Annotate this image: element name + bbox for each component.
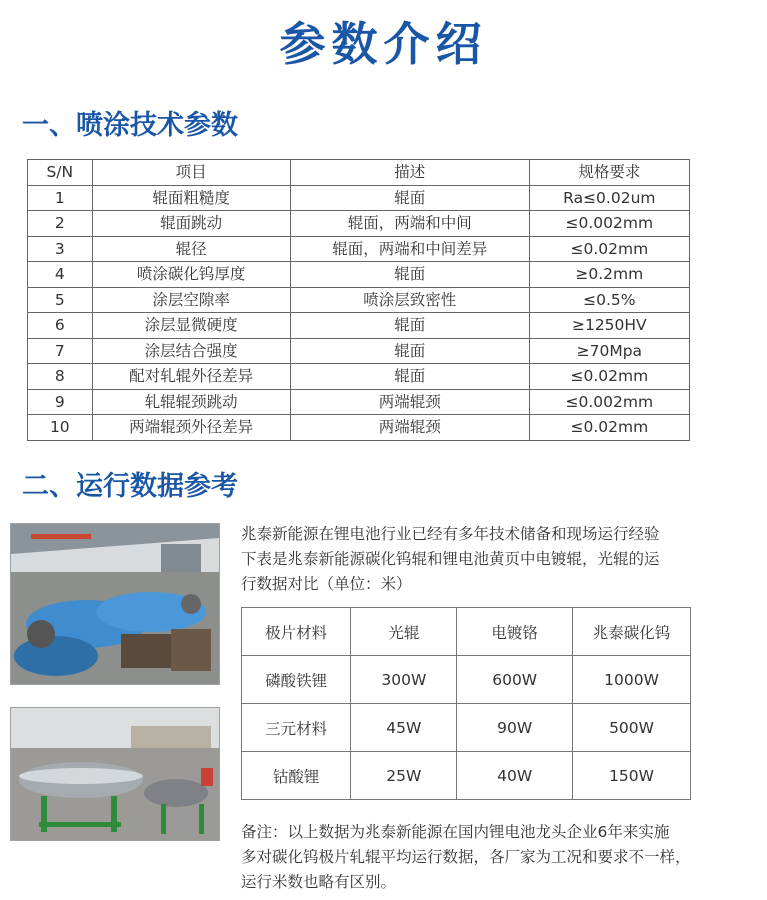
table-cell: ≤0.02mm [529,236,689,262]
table-cell: 钴酸锂 [242,752,351,800]
table-cell: ≤0.002mm [529,211,689,237]
column-header: 规格要求 [529,160,689,186]
table-cell: 涂层结合强度 [92,338,290,364]
table-cell: 8 [28,364,93,390]
table-cell: 4 [28,262,93,288]
table-cell: ≥70Mpa [529,338,689,364]
table-row [242,656,691,704]
intro-line: 行数据对比（单位：米） [241,575,412,593]
table-cell: 辊面 [290,262,529,288]
table-cell: 辊面 [290,185,529,211]
page-title: 参数介绍 [279,17,488,71]
note-line: 运行米数也略有区别。 [241,873,397,891]
table-cell: ≥1250HV [529,313,689,339]
table-cell: 600W [457,656,573,704]
table-cell: 1 [28,185,93,211]
intro-line: 下表是兆泰新能源碳化钨辊和锂电池黄页中电镀辊，光辊的运 [241,550,660,568]
table-cell: 辊面跳动 [92,211,290,237]
table-cell: 辊面 [290,313,529,339]
table-row [28,211,690,237]
table-cell: 3 [28,236,93,262]
table-row [28,313,690,339]
table-cell: 辊面 [290,364,529,390]
operation-comparison-table [241,607,691,800]
table-cell: 涂层显微硬度 [92,313,290,339]
column-header: 电镀铬 [457,608,573,656]
table-header-row [242,608,691,656]
table-cell: 5 [28,287,93,313]
table-cell: 三元材料 [242,704,351,752]
table-cell: 45W [351,704,457,752]
table-cell: ≤0.02mm [529,364,689,390]
table-cell: 喷涂层致密性 [290,287,529,313]
operation-intro-text [241,522,711,597]
table-cell: 辊面，两端和中间 [290,211,529,237]
table-cell: Ra≤0.02um [529,185,689,211]
table-cell: 配对轧辊外径差异 [92,364,290,390]
table-row [28,364,690,390]
table-cell: 2 [28,211,93,237]
table-cell: ≤0.02mm [529,415,689,441]
table-row [28,236,690,262]
table-cell: 6 [28,313,93,339]
table-row [28,338,690,364]
column-header: 极片材料 [242,608,351,656]
table-cell: 500W [573,704,691,752]
table-row [242,752,691,800]
intro-line: 兆泰新能源在锂电池行业已经有多年技术储备和现场运行经验 [241,525,660,543]
table-cell: 涂层空隙率 [92,287,290,313]
table-cell: 1000W [573,656,691,704]
table-header-row [28,160,690,186]
table-cell: 辊面粗糙度 [92,185,290,211]
column-header: 兆泰碳化钨 [573,608,691,656]
table-cell: 两端辊颈 [290,415,529,441]
table-cell: 7 [28,338,93,364]
section-heading-operation-data: 二、运行数据参考 [22,471,238,502]
table-row [28,262,690,288]
table-cell: 喷涂碳化钨厚度 [92,262,290,288]
table-cell: 25W [351,752,457,800]
table-row [28,415,690,441]
table-cell: ≤0.002mm [529,389,689,415]
steel-rolls-photo [10,707,220,841]
note-line: 备注：以上数据为兆泰新能源在国内锂电池龙头企业6年来实施 [241,823,670,841]
spray-params-table [27,159,690,441]
table-row [28,185,690,211]
table-cell: 磷酸铁锂 [242,656,351,704]
column-header: 项目 [92,160,290,186]
footnote-text [241,820,741,895]
table-cell: 150W [573,752,691,800]
table-row [28,389,690,415]
factory-rolls-photo [10,523,220,685]
table-cell: 两端辊颈 [290,389,529,415]
column-header: 描述 [290,160,529,186]
table-cell: 9 [28,389,93,415]
table-cell: 90W [457,704,573,752]
table-cell: 辊面，两端和中间差异 [290,236,529,262]
column-header: S/N [28,160,93,186]
table-cell: 辊面 [290,338,529,364]
table-cell: 两端辊颈外径差异 [92,415,290,441]
table-cell: 辊径 [92,236,290,262]
table-row [28,287,690,313]
table-cell: 10 [28,415,93,441]
table-cell: ≤0.5% [529,287,689,313]
table-cell: ≥0.2mm [529,262,689,288]
table-cell: 轧辊辊颈跳动 [92,389,290,415]
note-line: 多对碳化钨极片轧辊平均运行数据，各厂家为工况和要求不一样， [241,848,691,866]
section-heading-spray-params: 一、喷涂技术参数 [22,110,238,141]
table-row [242,704,691,752]
table-cell: 40W [457,752,573,800]
table-cell: 300W [351,656,457,704]
column-header: 光辊 [351,608,457,656]
